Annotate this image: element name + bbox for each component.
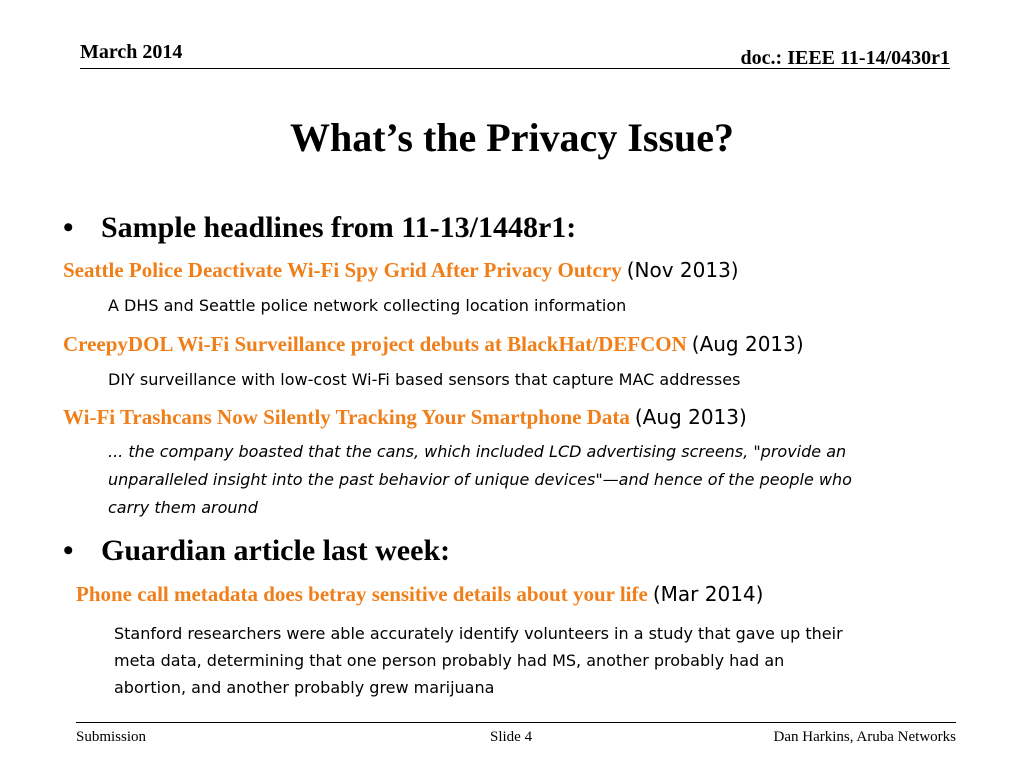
- header-doc-id: doc.: IEEE 11-14/0430r1: [740, 47, 950, 69]
- bullet-guardian-article: [63, 533, 450, 569]
- headline-description-line: meta data, determining that one person probably had MS, another probably had an: [114, 651, 785, 670]
- bullet-marker: •: [63, 211, 74, 244]
- headline-date: (Aug 2013): [691, 332, 804, 356]
- headline-creepydol: [63, 330, 804, 359]
- headline-description-line: abortion, and another probably grew marijuana: [114, 678, 495, 697]
- slide-title: What’s the Privacy Issue?: [289, 115, 735, 160]
- headline-date: (Nov 2013): [626, 258, 739, 282]
- bullet-marker: •: [63, 534, 74, 567]
- footer-submission: Submission: [76, 729, 147, 745]
- header-date: March 2014: [80, 41, 183, 63]
- headline-seattle: [63, 256, 739, 285]
- headline-title: Seattle Police Deactivate Wi-Fi Spy Grid After Privacy Outcry: [63, 258, 622, 282]
- headline-guardian: [76, 580, 763, 609]
- headline-trashcans: [63, 403, 747, 432]
- headline-title: Wi-Fi Trashcans Now Silently Tracking Your Smartphone Data: [63, 405, 630, 429]
- headline-description: DIY surveillance with low-cost Wi-Fi based sensors that capture MAC addresses: [108, 370, 741, 389]
- bullet-text: Guardian article last week:: [101, 534, 451, 567]
- header-rule: [80, 68, 950, 69]
- headline-description-line: ... the company boasted that the cans, which included LCD advertising screens, "provide an: [108, 442, 847, 461]
- footer-rule: [76, 722, 956, 723]
- headline-date: (Mar 2014): [652, 582, 764, 606]
- headline-title: Phone call metadata does betray sensitive details about your life: [76, 582, 648, 606]
- footer-slide-number: Slide 4: [490, 729, 533, 745]
- headline-description: A DHS and Seattle police network collecting location information: [108, 296, 627, 315]
- footer-author: Dan Harkins, Aruba Networks: [773, 729, 956, 745]
- bullet-sample-headlines: [63, 210, 576, 246]
- headline-description-line: Stanford researchers were able accurately identify volunteers in a study that gave up their: [114, 624, 843, 643]
- headline-date: (Aug 2013): [634, 405, 747, 429]
- bullet-text: Sample headlines from 11-13/1448r1:: [101, 211, 577, 244]
- headline-description-line: carry them around: [108, 498, 258, 517]
- headline-title: CreepyDOL Wi-Fi Surveillance project debuts at BlackHat/DEFCON: [63, 332, 687, 356]
- headline-description-line: unparalleled insight into the past behavior of unique devices"—and hence of the people who: [108, 470, 852, 489]
